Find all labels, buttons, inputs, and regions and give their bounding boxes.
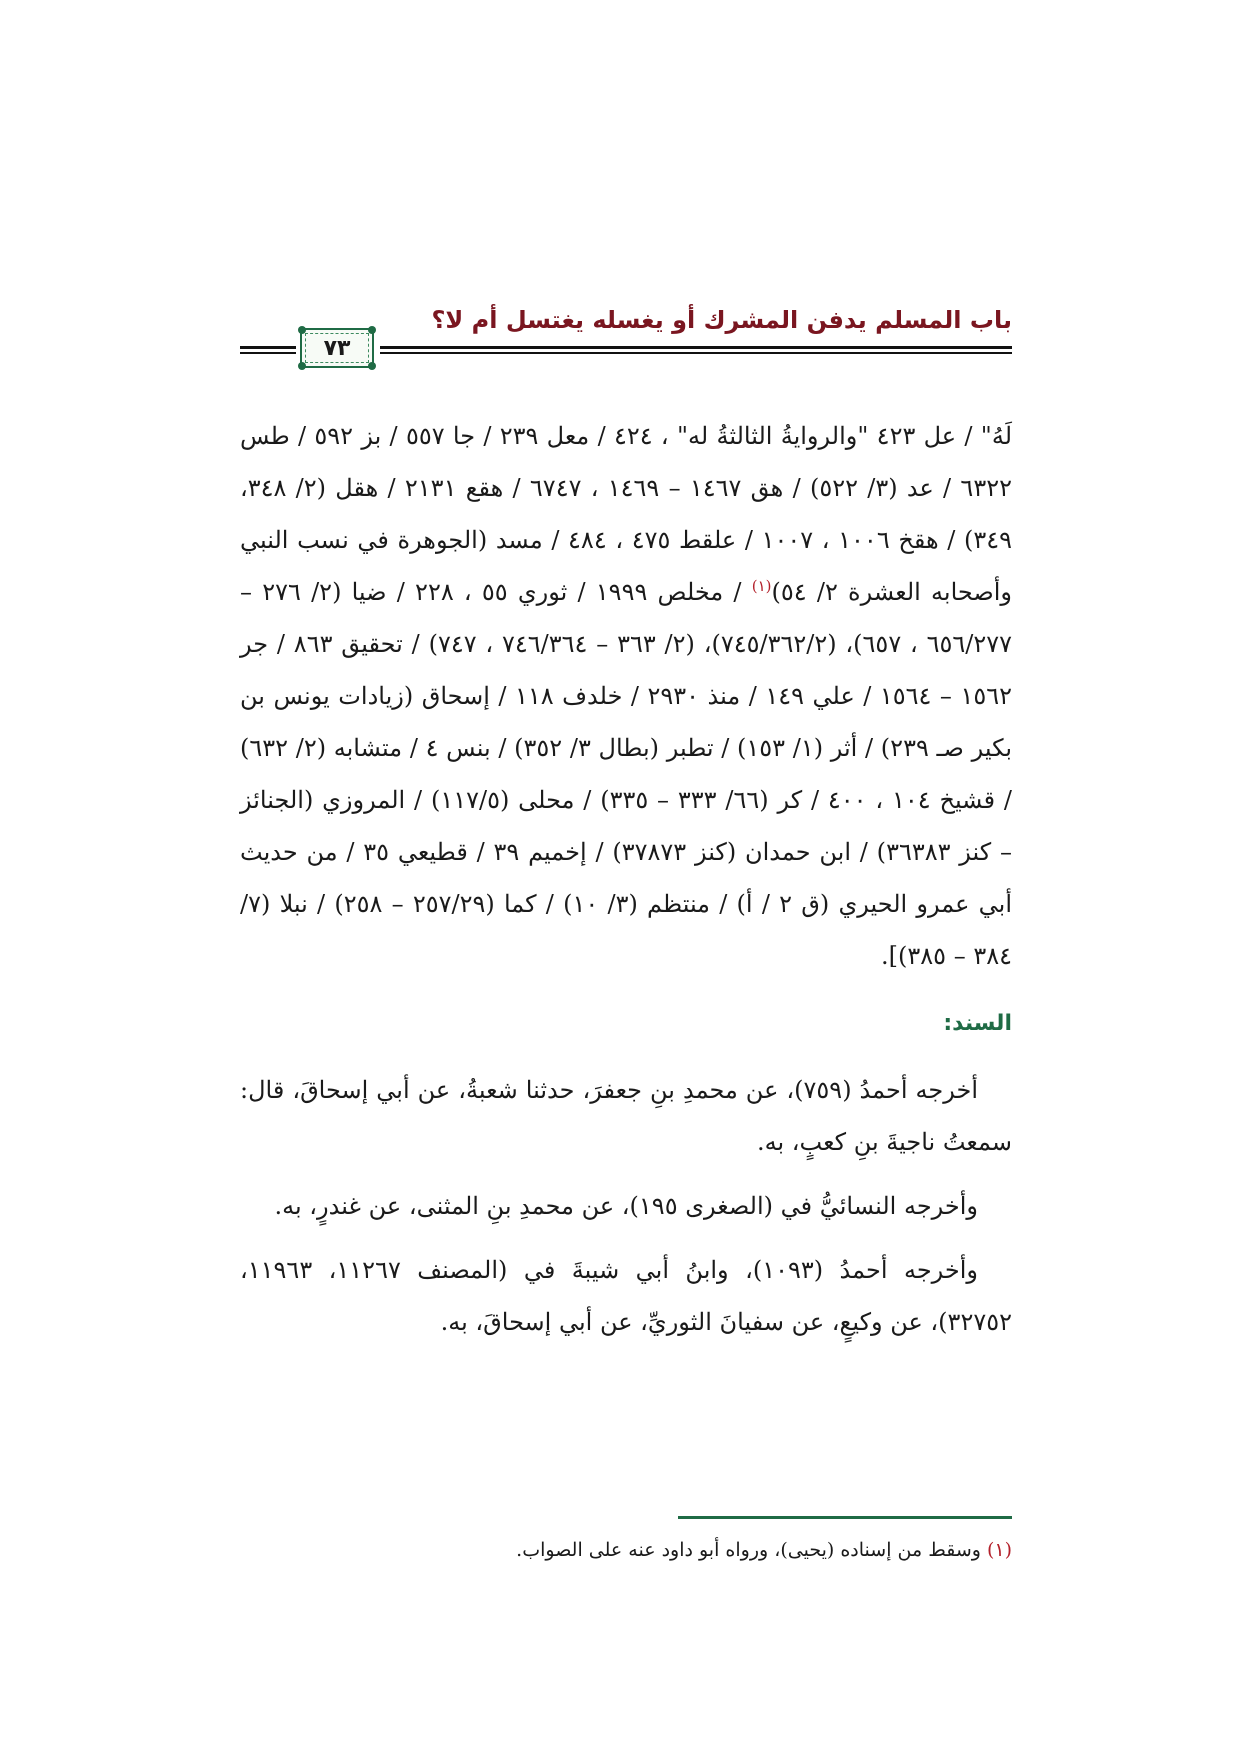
footnote-text: وسقط من إسناده (يحيى)، ورواه أبو داود عنه على الصواب.: [516, 1539, 981, 1561]
footnote-reference[interactable]: (١): [751, 577, 772, 595]
narration-paragraph: أخرجه أحمدُ (٧٥٩)، عن محمدِ بنِ جعفرَ، حدثنا شعبةُ، عن أبي إسحاقَ، قال: سمعتُ ناجيةَ بنِ كعبٍ، به.: [240, 1076, 1012, 1156]
sources-text-start: لَهُ" / عل ٤٢٣ "والروايةُ الثالثةُ له" ، ٤٢٤ / معل ٢٣٩ / جا ٥٥٧ / بز ٥٩٢ / طس ٦٣٢٢ / عد (٣/ ٥٢٢) / هق ١٤٦٧ – ١٤٦٩ ، ٦٧٤٧ / هقع ٢١٣١ / هقل (٢/ ٣٤٨، ٣٤٩) / هقخ ١٠٠٦ ، ١٠٠٧ / علقط ٤٧٥ ، ٤٨٤ / مسد (الجوهرة في نسب النبي وأصحابه العشرة ٢/ ٥٤): [240, 422, 1013, 606]
page-number-frame: [300, 328, 374, 368]
narration-paragraph: وأخرجه أحمدُ (١٠٩٣)، وابنُ أبي شيبةَ في (المصنف ١١٢٦٧، ١١٩٦٣، ٣٢٧٥٢)، عن وكيعٍ، عن سفيانَ الثوريِّ، عن أبي إسحاقَ، به.: [240, 1256, 1012, 1336]
footnote-marker: (١): [986, 1539, 1012, 1561]
page-header: [240, 306, 1012, 362]
isnad-heading: السند:: [943, 1011, 1012, 1036]
narration-paragraph: وأخرجه النسائيُّ في (الصغرى ١٩٥)، عن محمدِ بنِ المثنى، عن غندرٍ، به.: [274, 1192, 978, 1220]
running-title: باب المسلم يدفن المشرك أو يغسله يغتسل أم لا؟: [431, 306, 1012, 334]
frame-corner-ornament: [298, 326, 306, 334]
header-rule-left-thick: [240, 346, 296, 349]
header-rule-thick: [380, 346, 1012, 349]
sources-text-end: / مخلص ١٩٩٩ / ثوري ٥٥ ، ٢٢٨ / ضيا (٢/ ٢٧٦ – ٦٥٦/٢٧٧ ، ٦٥٧)، (٧٤٥/٣٦٢/٢)، (٢/ ٣٦٣ – ٧٤٦/٣٦٤ ، ٧٤٧) / تحقيق ٨٦٣ / جر ١٥٦٢ – ١٥٦٤ / علي ١٤٩ / منذ ٢٩٣٠ / خلدف ١١٨ / إسحاق (زيادات يونس بن بكير صـ ٢٣٩) / أثر (١/ ١٥٣) / تطبر (بطال ٣/ ٣٥٢) / بنس ٤ / متشابه (٢/ ٦٣٢) / قشيخ ١٠٤ ، ٤٠٠ / كر (٦٦/ ٣٣٣ – ٣٣٥) / محلى (١١٧/٥) / المروزي (الجنائز – كنز ٣٦٣٨٣) / ابن حمدان (كنز ٣٧٨٧٣) / إخميم ٣٩ / قطيعي ٣٥ / من حديث أبي عمرو الحيري (ق ٢ / أ) / منتظم (٣/ ١٠) / كما (٢٥٧/٢٩ – ٢٥٨) / نبلا (٧/ ٣٨٤ – ٣٨٥)].: [240, 578, 1013, 970]
header-rule-left-thin: [240, 352, 296, 354]
footnote-divider: [678, 1516, 1012, 1519]
frame-corner-ornament: [298, 362, 306, 370]
header-rule-thin: [380, 352, 1012, 354]
page-number: ٧٣: [323, 335, 351, 361]
page-body: [240, 410, 1012, 1360]
sources-paragraph: [240, 410, 1012, 982]
frame-corner-ornament: [368, 326, 376, 334]
frame-corner-ornament: [368, 362, 376, 370]
footnote: [240, 1534, 1012, 1566]
